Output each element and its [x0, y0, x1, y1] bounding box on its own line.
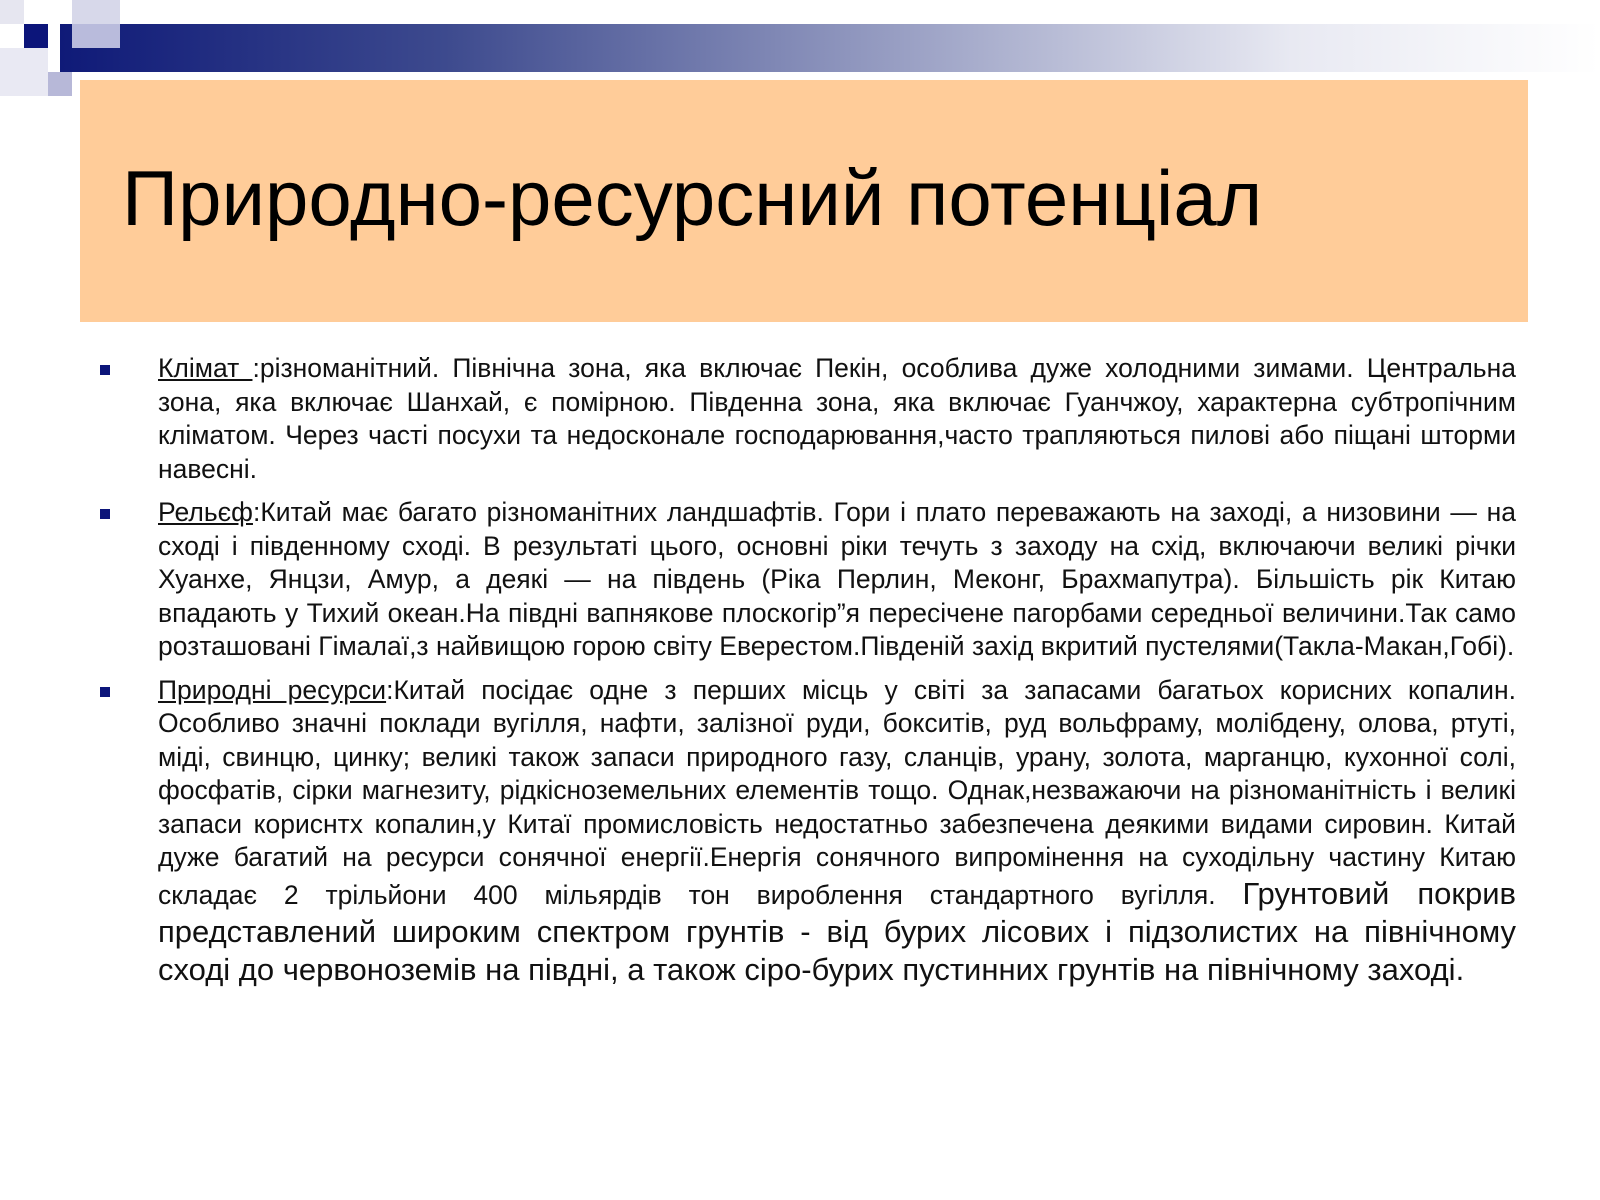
square-bullet-icon: [100, 509, 110, 519]
bullet-text-large: Грунтовий покрив представлений широким спектром грунтів - від бурих лісових і підзолистих на північному сході до червоноземів на півдні, а також сіро-бурих пустинних грунтів на північному заході.: [158, 875, 1516, 987]
bullet-item-resources: [96, 674, 1516, 989]
bullet-text: :Китай має багато різноманітних ландшафтів. Гори і плато переважають на заході, а низовини — на сході і південному сході. В результаті цього, основні ріки течуть з заходу на схід, включаючи великі річки Хуанхе, Янцзи, Амур, а деякі — на південь (Ріка Перлин, Меконг, Брахмапутра). Більшість рік Китаю впадають у Тихий океан.На півдні вапнякове плоскогір”я пересічене пагорбами середньої величини.Так само розташовані Гімалаї,з найвищою горою світу Еверестом.Південій захід вкритий пустелями(Такла-Макан,Гобі).: [158, 497, 1516, 661]
square-bullet-icon: [100, 687, 110, 697]
bullet-text: :різноманітний. Північна зона, яка включає Пекін, особлива дуже холодними зимами. Центральна зона, яка включає Шанхай, є помірною. Південна зона, яка включає Гуанчжоу, характерна субтропічним кліматом. Через часті посухи та недосконале господарювання,часто трапляються пилові або піщані шторми навесні.: [158, 353, 1516, 484]
title-banner: [80, 80, 1528, 322]
bullet-item-relief: [96, 496, 1516, 664]
bullet-item-climate: [96, 352, 1516, 486]
bullet-label: Рельєф: [158, 497, 253, 527]
slide-title: Природно-ресурсний потенціал: [122, 154, 1263, 242]
bullet-label: Клімат: [158, 353, 253, 383]
decor-square: [0, 48, 48, 96]
decor-square: [0, 0, 24, 24]
header-gradient-bar: [60, 24, 1600, 72]
decor-square: [24, 24, 48, 48]
decor-square: [72, 0, 120, 24]
decor-square: [48, 72, 72, 96]
slide-content: [96, 352, 1516, 999]
square-bullet-icon: [100, 365, 110, 375]
bullet-text: :Китай посідає одне з перших місць у світі за запасами багатьох корисних копалин. Особливо значні поклади вугілля, нафти, залізної руди, бокситів, руд вольфраму, молібдену, олова, ртуті, міді, свинцю, цинку; великі також запаси природного газу, сланців, урану, золота, марганцю, кухонної солі, фосфатів, сірки магнезиту, рідкісноземельних елементів тощо. Однак,незважаючи на різноманітність і великі запаси кориснтх копалин,у Китаї промисловість недостатньо забезпечена деякими видами сировин. Китай дуже багатий на ресурси сонячної енергії.Енергія сонячного випромінення на суходільну частину Китаю складає 2 трільйони 400 мільярдів тон вироблення стандартного вугілля.: [158, 674, 1516, 910]
bullet-label: Природні ресурси: [158, 674, 387, 705]
decor-square: [72, 24, 120, 48]
